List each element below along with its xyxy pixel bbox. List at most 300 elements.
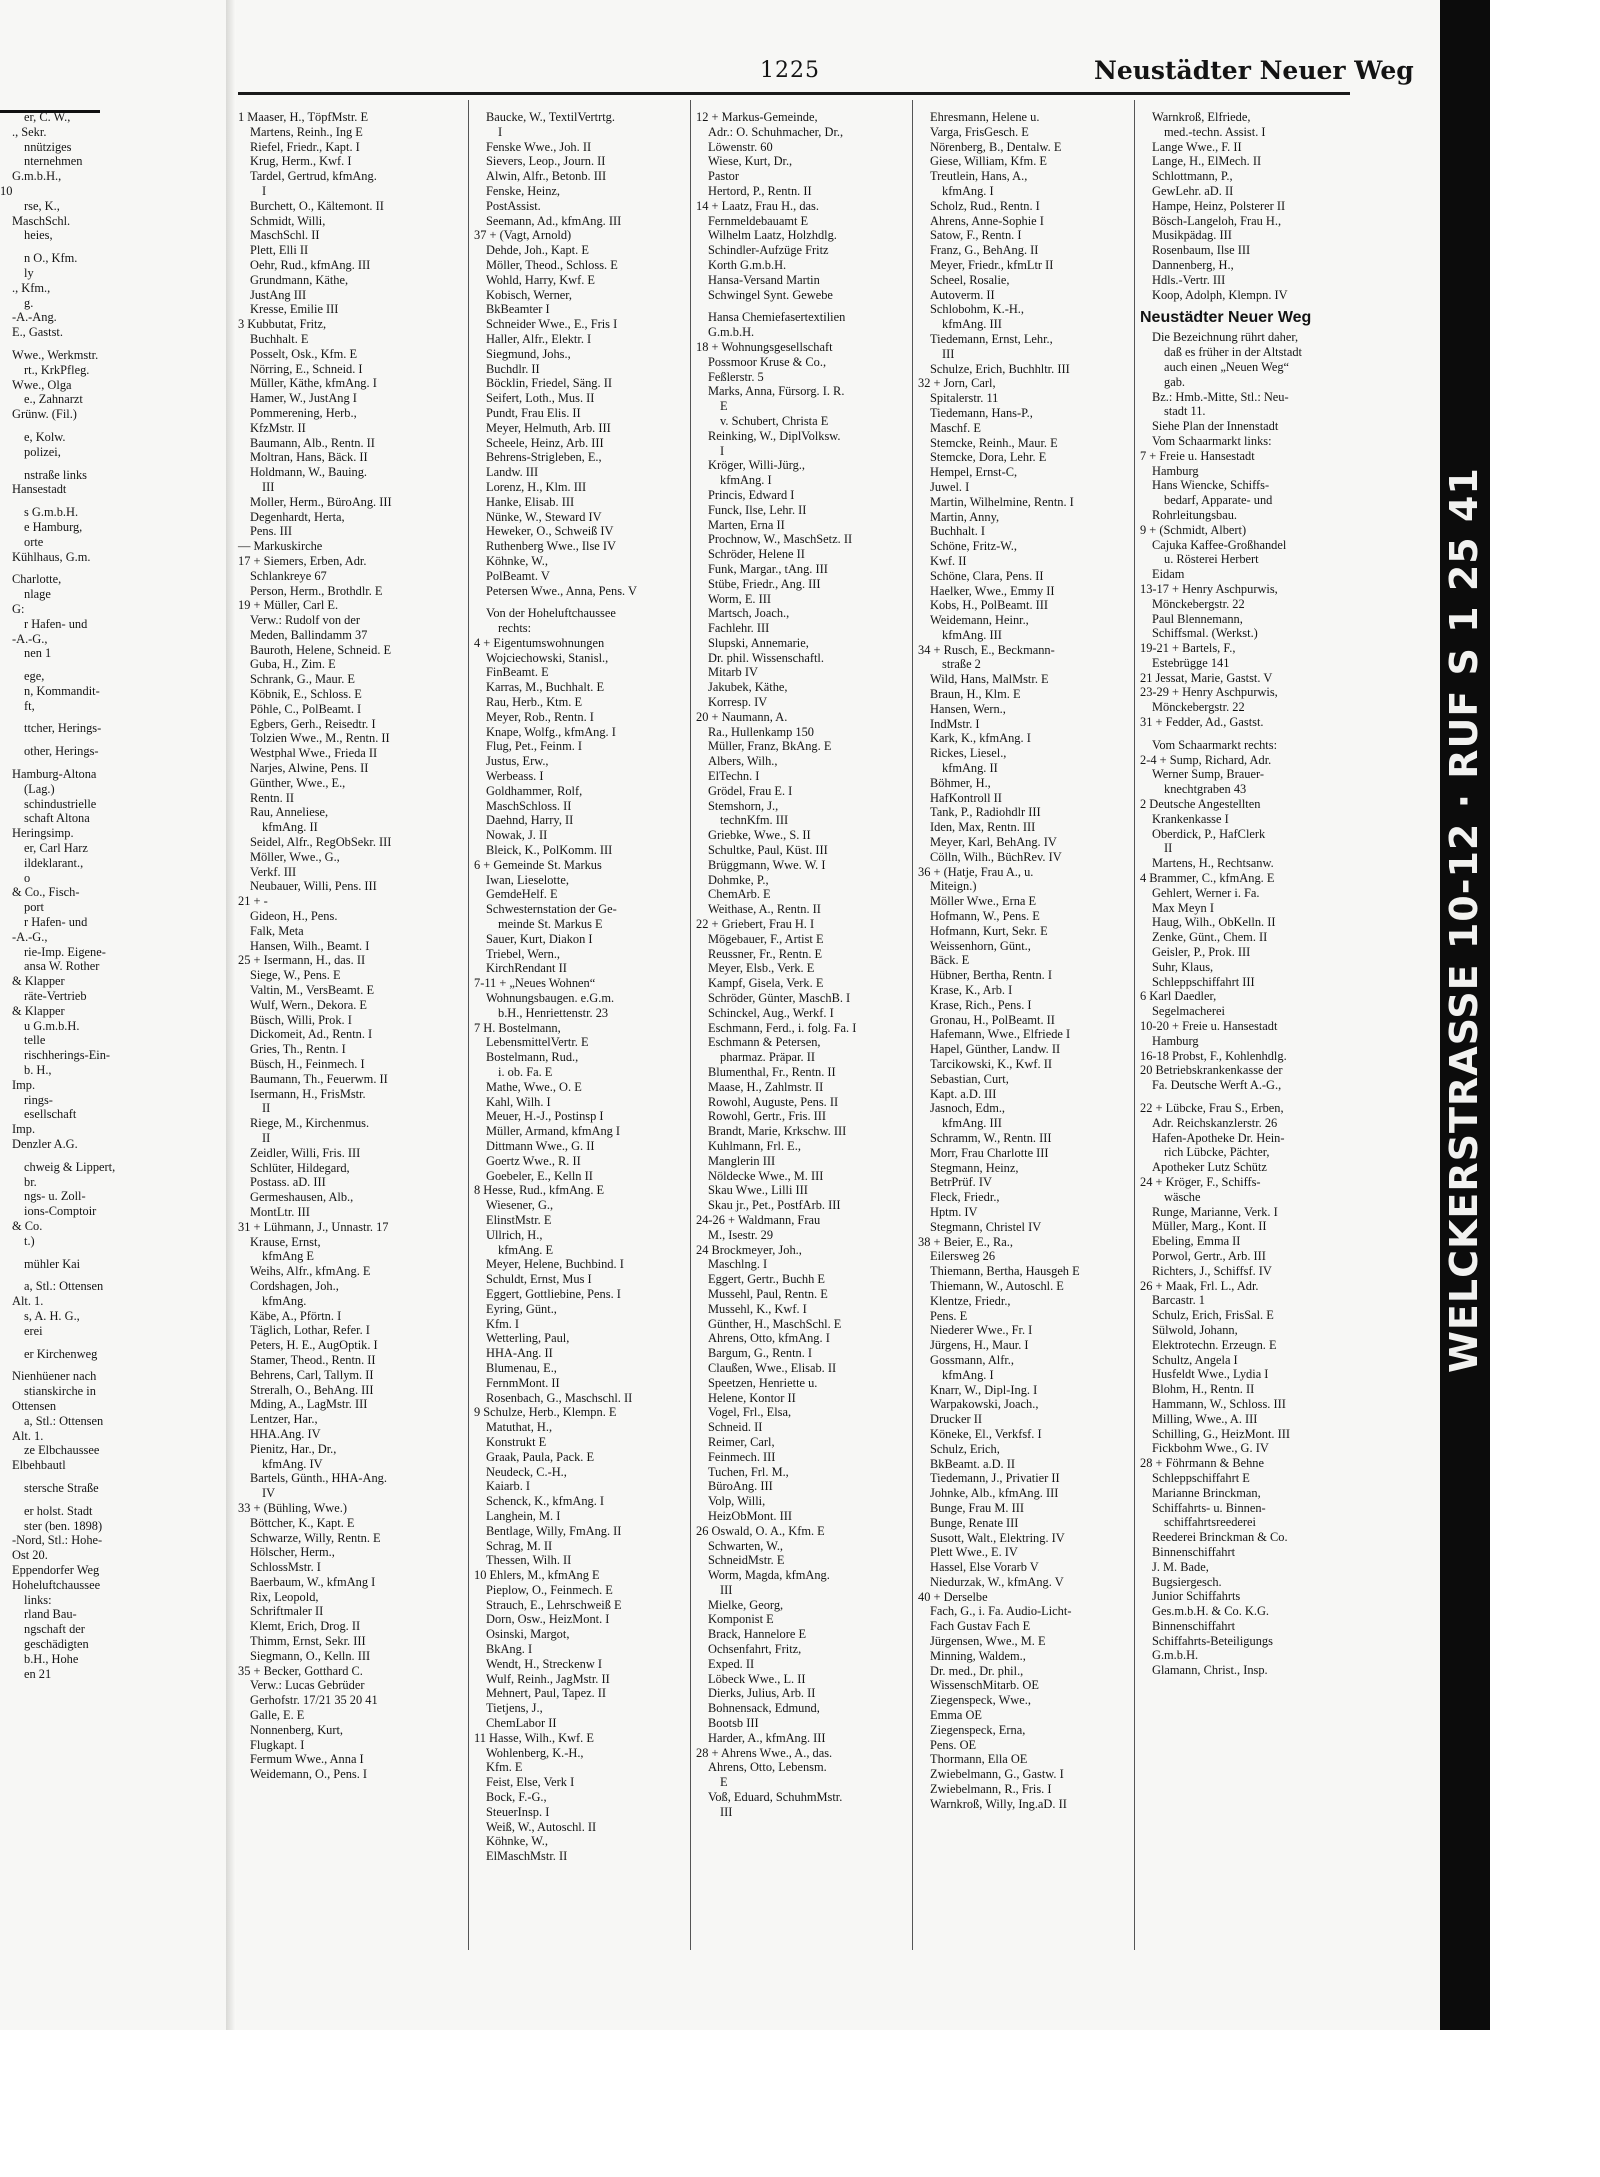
resident-entry: Wulf, Wern., Dekora. E bbox=[250, 997, 367, 1012]
resident-entry: Käbe, A., Pförtn. I bbox=[250, 1308, 342, 1323]
resident-entry: E bbox=[720, 399, 728, 414]
line-spacer bbox=[474, 598, 686, 606]
resident-entry: links: bbox=[24, 1592, 52, 1607]
resident-entry: rie-Imp. Eigene- bbox=[24, 944, 106, 959]
resident-entry: Gossmann, Alfr., bbox=[930, 1352, 1014, 1367]
resident-entry: I bbox=[498, 124, 503, 139]
resident-entry: Meden, Ballindamm 37 bbox=[250, 627, 368, 642]
resident-entry: Morr, Frau Charlotte III bbox=[930, 1145, 1049, 1160]
resident-entry: Scholz, Rud., Rentn. I bbox=[930, 198, 1040, 213]
resident-entry: kfmAng. I bbox=[942, 183, 994, 198]
resident-entry: Schilling, G., HeizMont. III bbox=[1152, 1426, 1290, 1441]
resident-entry: Mitarb IV bbox=[708, 665, 758, 680]
resident-entry: Thormann, Ella OE bbox=[930, 1752, 1028, 1767]
resident-entry: Flug, Pet., Feinm. I bbox=[486, 739, 583, 754]
resident-entry: Justus, Erw., bbox=[486, 754, 549, 769]
resident-entry: nstraße links bbox=[24, 467, 87, 482]
resident-entry: Maase, H., Zahlmstr. II bbox=[708, 1079, 824, 1094]
resident-entry: Eggert, Gertr., Buchh E bbox=[708, 1272, 825, 1287]
resident-entry: orte bbox=[24, 534, 44, 549]
house-number-entry: 31 + Fedder, Ad., Gastst. bbox=[1140, 715, 1264, 730]
resident-entry: Nörenberg, B., Dentalw. E bbox=[930, 139, 1062, 154]
resident-entry: Siege, W., Pens. E bbox=[250, 968, 341, 983]
resident-entry: Schlottmann, P., bbox=[1152, 169, 1233, 184]
resident-entry: Hoheluftchaussee bbox=[12, 1577, 101, 1592]
resident-entry: polizei, bbox=[24, 444, 61, 459]
resident-entry: Kfm. E bbox=[486, 1760, 523, 1775]
resident-entry: Zeidler, Willi, Fris. III bbox=[250, 1145, 361, 1160]
resident-entry: Günther, Wwe., E., bbox=[250, 775, 346, 790]
resident-entry: Ullrich, H., bbox=[486, 1227, 543, 1242]
house-number-entry: 32 + Jorn, Carl, bbox=[918, 376, 996, 391]
house-number-entry: 20 Betriebskrankenkasse der bbox=[1140, 1063, 1283, 1078]
resident-entry: u G.m.b.H. bbox=[24, 1018, 80, 1033]
resident-entry: Peters, H. E., AugOptik. I bbox=[250, 1338, 378, 1353]
resident-entry: Köbnik, E., Schloss. E bbox=[250, 687, 362, 702]
resident-entry: Kobisch, Werner, bbox=[486, 287, 573, 302]
resident-entry: Fleck, Friedr., bbox=[930, 1190, 1000, 1205]
resident-entry: FernmMont. II bbox=[486, 1375, 560, 1390]
house-number-entry: 28 + Ahrens Wwe., A., das. bbox=[696, 1745, 833, 1760]
resident-entry: Hamer, W., JustAng I bbox=[250, 391, 357, 406]
resident-entry: Blumenau, E., bbox=[486, 1360, 557, 1375]
resident-entry: kfmAng. III bbox=[942, 1116, 1002, 1131]
resident-entry: KirchRendant II bbox=[486, 961, 567, 976]
resident-entry: Haller, Alfr., Elektr. I bbox=[486, 331, 592, 346]
resident-entry: Flugkapt. I bbox=[250, 1737, 305, 1752]
house-number-entry: 13-17 + Henry Aschpurwis, bbox=[1140, 581, 1278, 596]
resident-entry: Riege, M., Kirchenmus. bbox=[250, 1116, 370, 1131]
page-number: 1225 bbox=[760, 58, 820, 83]
line-spacer bbox=[0, 736, 100, 744]
resident-entry: Klentze, Friedr., bbox=[930, 1293, 1011, 1308]
resident-entry: Harder, A., kfmAng. III bbox=[708, 1730, 826, 1745]
house-number-entry: 2-4 + Sump, Richard, Adr. bbox=[1140, 752, 1272, 767]
resident-entry: Reinking, W., DiplVolksw. bbox=[708, 428, 841, 443]
resident-entry: Dannenberg, H., bbox=[1152, 257, 1234, 272]
resident-entry: Apotheker Lutz Schütz bbox=[1152, 1160, 1267, 1175]
resident-entry: Heweker, O., Schweiß IV bbox=[486, 524, 614, 539]
resident-entry: Worm, Magda, kfmAng. bbox=[708, 1568, 830, 1583]
resident-entry: Schindler-Aufzüge Fritz bbox=[708, 243, 829, 258]
resident-entry: ansa W. Rother bbox=[24, 959, 100, 974]
resident-entry: Nünke, W., Steward IV bbox=[486, 509, 602, 524]
resident-entry: Tietjens, J., bbox=[486, 1701, 543, 1716]
resident-entry: Möller, Theod., Schloss. E bbox=[486, 257, 618, 272]
resident-entry: Hafen-Apotheke Dr. Hein- bbox=[1152, 1130, 1285, 1145]
resident-entry: Dehde, Joh., Kapt. E bbox=[486, 243, 589, 258]
resident-entry: Dickomeit, Ad., Rentn. I bbox=[250, 1027, 373, 1042]
resident-entry: rse, K., bbox=[24, 198, 60, 213]
resident-entry: Brüggmann, Wwe. W. I bbox=[708, 857, 826, 872]
resident-entry: FinBeamt. E bbox=[486, 665, 549, 680]
resident-entry: & Klapper bbox=[12, 974, 65, 989]
resident-entry: Ahrens, Anne-Sophie I bbox=[930, 213, 1044, 228]
resident-entry: Barcastr. 1 bbox=[1152, 1293, 1205, 1308]
book-gutter bbox=[226, 0, 236, 2030]
resident-entry: rings- bbox=[24, 1092, 53, 1107]
house-number-entry: 22 + Griebert, Frau H. I bbox=[696, 917, 815, 932]
resident-entry: Ruthenberg Wwe., Ilse IV bbox=[486, 539, 616, 554]
line-spacer bbox=[0, 460, 100, 468]
resident-entry: Verw.: Lucas Gebrüder bbox=[250, 1678, 365, 1693]
resident-entry: Feist, Else, Verk I bbox=[486, 1775, 575, 1790]
resident-entry: ElinstMstr. E bbox=[486, 1212, 552, 1227]
resident-entry: BetrPrüf. IV bbox=[930, 1175, 992, 1190]
resident-entry: Hammann, W., Schloss. III bbox=[1152, 1396, 1286, 1411]
resident-entry: Büsch, Willi, Prok. I bbox=[250, 1012, 352, 1027]
resident-entry: Stegmann, Christel IV bbox=[930, 1219, 1042, 1234]
resident-entry: o bbox=[24, 870, 31, 885]
directory-column-3 bbox=[696, 110, 908, 1970]
resident-entry: LebensmittelVertr. E bbox=[486, 1035, 589, 1050]
house-number-entry: 21 + - bbox=[238, 894, 268, 909]
resident-entry: Siehe Plan der Innenstadt bbox=[1152, 419, 1279, 434]
resident-entry: Schulz, Erich, bbox=[930, 1441, 1000, 1456]
resident-entry: en 21 bbox=[24, 1666, 52, 1681]
resident-entry: ngschaft der bbox=[24, 1622, 85, 1637]
resident-entry: Lange Wwe., F. II bbox=[1152, 139, 1242, 154]
resident-entry: Zwiebelmann, G., Gastw. I bbox=[930, 1767, 1064, 1782]
resident-entry: Mathe, Wwe., O. E bbox=[486, 1079, 582, 1094]
house-number-entry: 14 + Laatz, Frau H., das. bbox=[696, 198, 819, 213]
resident-entry: Plett, Elli II bbox=[250, 243, 309, 258]
resident-entry: Manglerin III bbox=[708, 1153, 776, 1168]
resident-entry: Möller Wwe., Erna E bbox=[930, 894, 1037, 909]
resident-entry: Koop, Adolph, Klempn. IV bbox=[1152, 287, 1288, 302]
resident-entry: Jakubek, Käthe, bbox=[708, 680, 788, 695]
resident-entry: Die Bezeichnung rührt daher, bbox=[1152, 330, 1299, 345]
house-number-entry: 2 Deutsche Angestellten bbox=[1140, 797, 1261, 812]
resident-entry: Suhr, Klaus, bbox=[1152, 959, 1214, 974]
resident-entry: Musikpädag. III bbox=[1152, 228, 1232, 243]
resident-entry: Thiemann, W., Autoschl. E bbox=[930, 1278, 1064, 1293]
resident-entry: Schiffahrts-Beteiligungs bbox=[1152, 1633, 1273, 1648]
resident-entry: KfzMstr. II bbox=[250, 420, 306, 435]
resident-entry: Neubauer, Willi, Pens. III bbox=[250, 879, 377, 894]
resident-entry: Seidel, Alfr., RegObSekr. III bbox=[250, 835, 392, 850]
resident-entry: b.H., Hohe bbox=[24, 1651, 79, 1666]
resident-entry: Thiemann, Bertha, Hausgeh E bbox=[930, 1264, 1080, 1279]
resident-entry: Bösch-Langeloh, Frau H., bbox=[1152, 213, 1282, 228]
resident-entry: Varga, FrisGesch. E bbox=[930, 124, 1029, 139]
resident-entry: Pens. E bbox=[930, 1308, 968, 1323]
resident-entry: Holdmann, W., Bauing. bbox=[250, 465, 368, 480]
resident-entry: Verw.: Rudolf von der bbox=[250, 613, 361, 628]
resident-entry: Krankenkasse I bbox=[1152, 811, 1229, 826]
resident-entry: Köneke, El., Verkfsf. I bbox=[930, 1426, 1042, 1441]
resident-entry: Tolzien Wwe., M., Rentn. II bbox=[250, 731, 390, 746]
resident-entry: Wiesener, G., bbox=[486, 1198, 554, 1213]
resident-entry: IV bbox=[262, 1486, 276, 1501]
line-spacer bbox=[0, 713, 100, 721]
resident-entry: Haelker, Wwe., Emmy II bbox=[930, 583, 1055, 598]
resident-entry: Sievers, Leop., Journ. II bbox=[486, 154, 606, 169]
resident-entry: Osinski, Margot, bbox=[486, 1627, 570, 1642]
resident-entry: daß es früher in der Altstadt bbox=[1164, 345, 1302, 360]
house-number-entry: 19-21 + Bartels, F., bbox=[1140, 641, 1236, 656]
resident-entry: Ziegenspeck, Erna, bbox=[930, 1722, 1026, 1737]
resident-entry: Weidemann, Heinr., bbox=[930, 613, 1029, 628]
resident-entry: Possmoor Kruse & Co., bbox=[708, 354, 827, 369]
resident-entry: Von der Hoheluftchaussee bbox=[486, 606, 616, 621]
resident-entry: Person, Herm., Brothdlr. E bbox=[250, 583, 383, 598]
resident-entry: Dr. phil. Wissenschaftl. bbox=[708, 650, 824, 665]
resident-entry: Schneider Wwe., E., Fris I bbox=[486, 317, 618, 332]
resident-entry: r Hafen- und bbox=[24, 915, 88, 930]
resident-entry: Meyer, Rob., Rentn. I bbox=[486, 709, 594, 724]
house-number-entry: 28 + Föhrmann & Behne bbox=[1140, 1456, 1264, 1471]
street-heading: Neustädter Neuer Weg bbox=[1140, 309, 1312, 327]
resident-entry: III bbox=[720, 1804, 733, 1819]
resident-entry: Niederer Wwe., Fr. I bbox=[930, 1323, 1033, 1338]
line-spacer bbox=[1140, 730, 1352, 738]
resident-entry: a, Stl.: Ottensen bbox=[24, 1279, 104, 1294]
resident-entry: Wohld, Harry, Kwf. E bbox=[486, 272, 595, 287]
resident-entry: Zwiebelmann, R., Fris. I bbox=[930, 1782, 1052, 1797]
resident-entry: Pastor bbox=[708, 169, 739, 184]
resident-entry: Büsch, H., Feinmech. I bbox=[250, 1057, 365, 1071]
resident-entry: Schiffsmal. (Werkst.) bbox=[1152, 626, 1258, 641]
resident-entry: kfmAng. I bbox=[720, 473, 772, 488]
resident-entry: Eyring, Günt., bbox=[486, 1301, 557, 1316]
resident-entry: Goebeler, E., Kelln II bbox=[486, 1168, 593, 1183]
resident-entry: Korresp. IV bbox=[708, 695, 768, 710]
resident-entry: Schuldt, Ernst, Mus I bbox=[486, 1272, 592, 1287]
resident-entry: ., Sekr. bbox=[12, 124, 47, 139]
resident-entry: Galle, E. E bbox=[250, 1708, 305, 1723]
resident-entry: Hansen, Wern., bbox=[930, 701, 1006, 716]
resident-entry: Matuthat, H., bbox=[486, 1420, 553, 1435]
resident-entry: Imp. bbox=[12, 1077, 36, 1092]
resident-entry: ildeklarant., bbox=[24, 855, 84, 870]
house-number-entry: 7 H. Bostelmann, bbox=[474, 1020, 561, 1035]
resident-entry: Narjes, Alwine, Pens. II bbox=[250, 761, 369, 776]
resident-entry: Stegmann, Heinz, bbox=[930, 1160, 1019, 1175]
resident-entry: Köhnke, W., bbox=[486, 1834, 548, 1849]
resident-entry: Mding, A., LagMstr. III bbox=[250, 1397, 368, 1412]
resident-entry: Kark, K., kfmAng. I bbox=[930, 731, 1031, 746]
resident-entry: Gideon, H., Pens. bbox=[250, 909, 338, 924]
resident-entry: Tiedemann, Hans-P., bbox=[930, 405, 1033, 420]
resident-entry: Eidam bbox=[1152, 567, 1185, 582]
resident-entry: Wohlenberg, K.-H., bbox=[486, 1745, 584, 1760]
resident-entry: Lange, H., ElMech. II bbox=[1152, 154, 1262, 169]
resident-entry: kfmAng. E bbox=[498, 1242, 554, 1257]
resident-entry: Westphal Wwe., Frieda II bbox=[250, 746, 378, 761]
resident-entry: Riefel, Friedr., Kapt. I bbox=[250, 139, 360, 154]
resident-entry: med.-techn. Assist. I bbox=[1164, 124, 1266, 139]
resident-entry: Alt. 1. bbox=[12, 1428, 44, 1443]
resident-entry: kfmAng. II bbox=[262, 820, 318, 835]
resident-entry: Reederei Brinckman & Co. bbox=[1152, 1530, 1288, 1545]
house-number-entry: 6 Karl Daedler, bbox=[1140, 989, 1217, 1004]
resident-entry: Adr.: O. Schuhmacher, Dr., bbox=[708, 124, 844, 139]
resident-entry: Bunge, Frau M. III bbox=[930, 1500, 1024, 1515]
resident-entry: Behrens-Strigleben, E., bbox=[486, 450, 602, 465]
resident-entry: Wendt, H., Streckenw I bbox=[486, 1656, 602, 1671]
resident-entry: Weissenhorn, Günt., bbox=[930, 938, 1031, 953]
resident-entry: Funk, Margar., tAng. III bbox=[708, 561, 828, 576]
line-spacer bbox=[0, 1361, 100, 1369]
resident-entry: a, Stl.: Ottensen bbox=[24, 1413, 104, 1428]
resident-entry: Mönckebergstr. 22 bbox=[1152, 700, 1245, 715]
resident-entry: Krause, Ernst, bbox=[250, 1234, 321, 1249]
resident-entry: III bbox=[942, 346, 955, 361]
resident-entry: Milling, Wwe., A. III bbox=[1152, 1411, 1258, 1426]
resident-entry: I bbox=[720, 443, 725, 458]
resident-entry: Germeshausen, Alb., bbox=[250, 1190, 354, 1205]
resident-entry: Buchhalt. E bbox=[250, 331, 309, 346]
resident-entry: Schrag, M. II bbox=[486, 1538, 553, 1553]
resident-entry: Ottensen bbox=[12, 1398, 57, 1413]
resident-entry: kfmAng. III bbox=[942, 317, 1002, 332]
resident-entry: Kfm. I bbox=[486, 1316, 520, 1331]
resident-entry: Feßlerstr. 5 bbox=[708, 369, 764, 384]
resident-entry: Täglich, Lothar, Refer. I bbox=[250, 1323, 370, 1338]
resident-entry: Pundt, Frau Elis. II bbox=[486, 405, 581, 420]
resident-entry: GewLehr. aD. II bbox=[1152, 183, 1234, 198]
resident-entry: Elektrotechn. Erzeugn. E bbox=[1152, 1337, 1277, 1352]
resident-entry: MaschSchloss. II bbox=[486, 798, 572, 813]
resident-entry: Schlobohm, K.-H., bbox=[930, 302, 1024, 317]
resident-entry: SteuerInsp. I bbox=[486, 1804, 550, 1819]
resident-entry: Langhein, M. I bbox=[486, 1508, 561, 1523]
resident-entry: HafKontroll II bbox=[930, 790, 1002, 805]
resident-entry: Köhnke, W., bbox=[486, 553, 548, 568]
resident-entry: Marks, Anna, Fürsorg. I. R. bbox=[708, 384, 845, 399]
resident-entry: n, Kommandit- bbox=[24, 683, 100, 698]
resident-entry: G.m.b.H., bbox=[12, 169, 62, 184]
resident-entry: Hempel, Ernst-C, bbox=[930, 465, 1018, 480]
resident-entry: G.m.b.H. bbox=[708, 325, 755, 340]
resident-entry: Wohnungsbaugen. e.G.m. bbox=[486, 991, 615, 1006]
resident-entry: Max Meyn I bbox=[1152, 900, 1214, 915]
resident-entry: Iden, Max, Rentn. III bbox=[930, 820, 1036, 835]
resident-entry: Maschf. E bbox=[930, 420, 981, 435]
resident-entry: e, Kolw. bbox=[24, 429, 66, 444]
line-spacer bbox=[0, 243, 100, 251]
header-rule bbox=[238, 92, 1350, 95]
house-number-entry: 24 + Kröger, F., Schiffs- bbox=[1140, 1174, 1261, 1189]
resident-entry: Eschmann & Petersen, bbox=[708, 1035, 821, 1050]
resident-entry: Graak, Paula, Pack. E bbox=[486, 1449, 595, 1464]
resident-entry: geschädigten bbox=[24, 1636, 89, 1651]
house-number-entry: 4 Brammer, C., kfmAng. E bbox=[1140, 871, 1275, 886]
resident-entry: stadt 11. bbox=[1164, 404, 1206, 419]
resident-entry: Fenske, Heinz, bbox=[486, 183, 560, 198]
resident-entry: Oberdick, P., HafClerk bbox=[1152, 826, 1266, 841]
resident-entry: Mögebauer, F., Artist E bbox=[708, 931, 824, 946]
resident-entry: Geisler, P., Prok. III bbox=[1152, 945, 1251, 960]
resident-entry: Hapel, Günther, Landw. II bbox=[930, 1042, 1061, 1057]
line-spacer bbox=[696, 302, 908, 310]
resident-entry: Wild, Hans, MalMstr. E bbox=[930, 672, 1049, 687]
resident-entry: Löbeck Wwe., L. II bbox=[708, 1671, 806, 1686]
resident-entry: Schwarten, W., bbox=[708, 1538, 784, 1553]
resident-entry: -Nord, Stl.: Hohe- bbox=[12, 1533, 103, 1548]
resident-entry: Eppendorfer Weg bbox=[12, 1562, 100, 1577]
line-spacer bbox=[0, 1152, 100, 1160]
resident-entry: Weiß, W., Autoschl. II bbox=[486, 1819, 597, 1834]
resident-entry: Ost 20. bbox=[12, 1548, 48, 1563]
resident-entry: Moller, Herm., BüroAng. III bbox=[250, 494, 392, 509]
resident-entry: Rentn. II bbox=[250, 790, 295, 805]
resident-entry: -A.-Ang. bbox=[12, 310, 57, 325]
resident-entry: Meyer, Helene, Buchbind. I bbox=[486, 1257, 624, 1272]
resident-entry: Estebrügge 141 bbox=[1152, 655, 1230, 670]
resident-entry: kfmAng. I bbox=[942, 1367, 994, 1382]
resident-entry: Schöne, Fritz-W., bbox=[930, 539, 1017, 554]
resident-entry: Krug, Herm., Kwf. I bbox=[250, 154, 352, 169]
resident-entry: b. H., bbox=[24, 1063, 52, 1078]
resident-entry: -A.-G., bbox=[12, 929, 48, 944]
resident-entry: G: bbox=[12, 601, 25, 616]
resident-entry: Wojciechowski, Stanisl., bbox=[486, 650, 609, 665]
resident-entry: rischherings-Ein- bbox=[24, 1048, 111, 1063]
house-number-entry: 40 + Derselbe bbox=[918, 1589, 988, 1604]
resident-entry: Postass. aD. III bbox=[250, 1175, 326, 1190]
line-spacer bbox=[0, 422, 100, 430]
resident-entry: Rowohl, Gertr., Fris. III bbox=[708, 1109, 827, 1124]
resident-entry: Husfeldt Wwe., Lydia I bbox=[1152, 1367, 1269, 1382]
resident-entry: Tank, P., Radiohdlr III bbox=[930, 805, 1041, 820]
facing-page-column bbox=[0, 110, 116, 1970]
resident-entry: Nörring, E., Schneid. I bbox=[250, 361, 363, 376]
resident-entry: ElMaschMstr. II bbox=[486, 1849, 568, 1864]
resident-entry: Spitalerstr. 11 bbox=[930, 391, 999, 406]
resident-entry: -A.-G., bbox=[12, 631, 48, 646]
house-number-entry: 24-26 + Waldmann, Frau bbox=[696, 1212, 821, 1227]
resident-entry: Kobs, H., PolBeamt. III bbox=[930, 598, 1049, 613]
resident-entry: auch einen „Neuen Weg“ bbox=[1164, 359, 1290, 374]
resident-entry: Niedurzak, W., kfmAng. V bbox=[930, 1574, 1064, 1589]
resident-entry: wäsche bbox=[1164, 1189, 1201, 1204]
resident-entry: Grundmann, Käthe, bbox=[250, 272, 349, 287]
resident-entry: Kühlhaus, G.m. bbox=[12, 549, 91, 564]
resident-entry: Müller, Käthe, kfmAng. I bbox=[250, 376, 377, 391]
house-number-entry: 25 + Isermann, H., das. II bbox=[238, 953, 366, 968]
resident-entry: Ebeling, Emma II bbox=[1152, 1234, 1241, 1249]
resident-entry: Scheele, Heinz, Arb. III bbox=[486, 435, 604, 450]
resident-entry: Behrens, Carl, Tallym. II bbox=[250, 1367, 374, 1382]
resident-entry: Burchett, O., Kältemont. II bbox=[250, 198, 384, 213]
house-number-entry: 22 + Lübcke, Frau S., Erben, bbox=[1140, 1101, 1284, 1115]
resident-entry: b.H., Henriettenstr. 23 bbox=[498, 1005, 609, 1020]
resident-entry: ft, bbox=[24, 698, 35, 713]
directory-column-4 bbox=[918, 110, 1130, 1970]
resident-entry: Kaiarb. I bbox=[486, 1479, 531, 1494]
resident-entry: Denzler A.G. bbox=[12, 1137, 78, 1151]
resident-entry: Stemcke, Dora, Lehr. E bbox=[930, 450, 1047, 465]
house-number-entry: 10 bbox=[0, 183, 13, 198]
resident-entry: Siegmann, O., Kelln. III bbox=[250, 1648, 371, 1663]
resident-entry: Baumann, Alb., Rentn. II bbox=[250, 435, 375, 450]
resident-entry: räte-Vertrieb bbox=[24, 989, 87, 1004]
resident-entry: Bunge, Renate III bbox=[930, 1515, 1019, 1530]
resident-entry: Meyer, Helmuth, Arb. III bbox=[486, 420, 611, 435]
resident-entry: ster (ben. 1898) bbox=[24, 1518, 103, 1533]
resident-entry: Fa. Deutsche Werft A.-G., bbox=[1152, 1078, 1282, 1093]
resident-entry: Speetzen, Henriette u. bbox=[708, 1375, 818, 1390]
resident-entry: mühler Kai bbox=[24, 1256, 81, 1271]
resident-entry: HHA.Ang. IV bbox=[250, 1426, 321, 1441]
resident-entry: Bartels, Günth., HHA-Ang. bbox=[250, 1471, 387, 1486]
resident-entry: kfmAng. IV bbox=[262, 1456, 323, 1471]
resident-entry: Satow, F., Rentn. I bbox=[930, 228, 1022, 243]
resident-entry: SchneidMstr. E bbox=[708, 1553, 785, 1568]
resident-entry: Slupski, Annemarie, bbox=[708, 635, 809, 650]
